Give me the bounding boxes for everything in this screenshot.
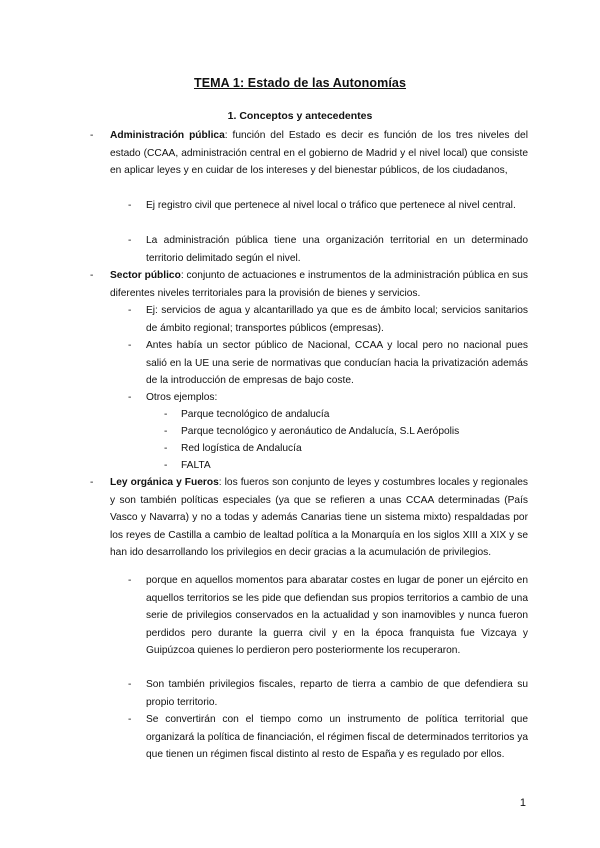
sub-item: La administración pública tiene una organización territorial en un determinado territorio delimitado según el nivel. [146, 235, 528, 264]
bullet-dash: - [128, 679, 132, 690]
sub-item: Son también privilegios fiscales, reparto de tierra a cambio de que defendiera su propio territorio. [146, 679, 528, 708]
example-item: FALTA [181, 460, 211, 471]
example-item: Parque tecnológico de andalucía [181, 409, 330, 420]
bullet-dash: - [90, 477, 94, 488]
term-administracion: Administración pública [110, 130, 225, 141]
bullet-sector-publico [110, 267, 528, 302]
sub-item: porque en aquellos momentos para abaratar costes en lugar de poner un ejército en aquellos territorios se les pide que defiendan sus propios territorios a cambio de una serie de privilegios conservados en la actualidad y son inamovibles y nunca fueron perdidos pero durante la guerra civil y en la época franquista fue Vizcaya y Guipúzcoa quienes lo perdieron pero posteriormente los recuperaron. [146, 575, 528, 656]
term-sector-publico: Sector público [110, 270, 181, 281]
bullet-dash: - [90, 270, 94, 281]
page-number: 1 [519, 797, 526, 809]
bullet-dash: - [90, 130, 94, 141]
bullet-dash: - [164, 443, 168, 454]
bullet-dash: - [128, 340, 132, 351]
bullet-dash: - [128, 714, 132, 725]
page-title: TEMA 1: Estado de las Autonomías [193, 76, 407, 90]
bullet-dash: - [164, 409, 168, 420]
bullet-dash: - [164, 426, 168, 437]
example-item: Parque tecnológico y aeronáutico de Andalucía, S.L Aerópolis [181, 426, 460, 437]
text-ley-organica: : los fueros son conjunto de leyes y costumbres locales y regionales y son también políticas especiales (ya que se refieren a unas CCAA determinadas (País Vasco y Navarra) y no a todas y además Canarias tiene un sistema mixto) respaldadas por los reyes de Castilla a cambio de lealtad política a la Monarquía en los siglos XIII a XIX y se han ido desarrollando los privilegios en decir gracias a la acumulación de privilegios. [110, 477, 529, 558]
bullet-dash: - [128, 392, 132, 403]
sub-item: Antes había un sector público de Nacional, CCAA y local pero no nacional pues salió en la UE una serie de normativas que conducían hacia la privatización además de la introducción de empresas de bajo coste. [146, 340, 528, 386]
bullet-dash: - [128, 200, 132, 211]
bullet-ley-organica [110, 474, 528, 562]
text-administracion: : función del Estado es decir es función de los tres niveles del estado (CCAA, administración central en el gobierno de Madrid y el nivel local) que consiste en aplicar leyes y en cuidar de los intereses y del bienestar públicos, de los ciudadanos, [110, 130, 528, 176]
sub-item: Otros ejemplos: [146, 392, 218, 403]
bullet-dash: - [128, 235, 132, 246]
text-sector-publico: : conjunto de actuaciones e instrumentos de la administración pública en sus diferentes niveles territoriales para la provisión de bienes y servicios. [110, 270, 528, 299]
section-heading: 1. Conceptos y antecedentes [227, 110, 373, 122]
term-ley-organica: Ley orgánica y Fueros [110, 477, 219, 488]
sub-item: Ej registro civil que pertenece al nivel local o tráfico que pertenece al nivel central. [146, 200, 516, 211]
bullet-dash: - [128, 575, 132, 586]
sub-item: Ej: servicios de agua y alcantarillado ya que es de ámbito local; servicios sanitarios de ámbito regional; transportes públicos (empresas). [146, 305, 528, 334]
example-item: Red logística de Andalucía [181, 443, 302, 454]
sub-item: Se convertirán con el tiempo como un instrumento de política territorial que organizará la política de financiación, el régimen fiscal de determinados territorios ya que tienen un régimen fiscal distinto al resto de España y es regulado por ellos. [146, 714, 528, 760]
bullet-administracion [110, 127, 528, 180]
bullet-dash: - [128, 305, 132, 316]
bullet-dash: - [164, 460, 168, 471]
